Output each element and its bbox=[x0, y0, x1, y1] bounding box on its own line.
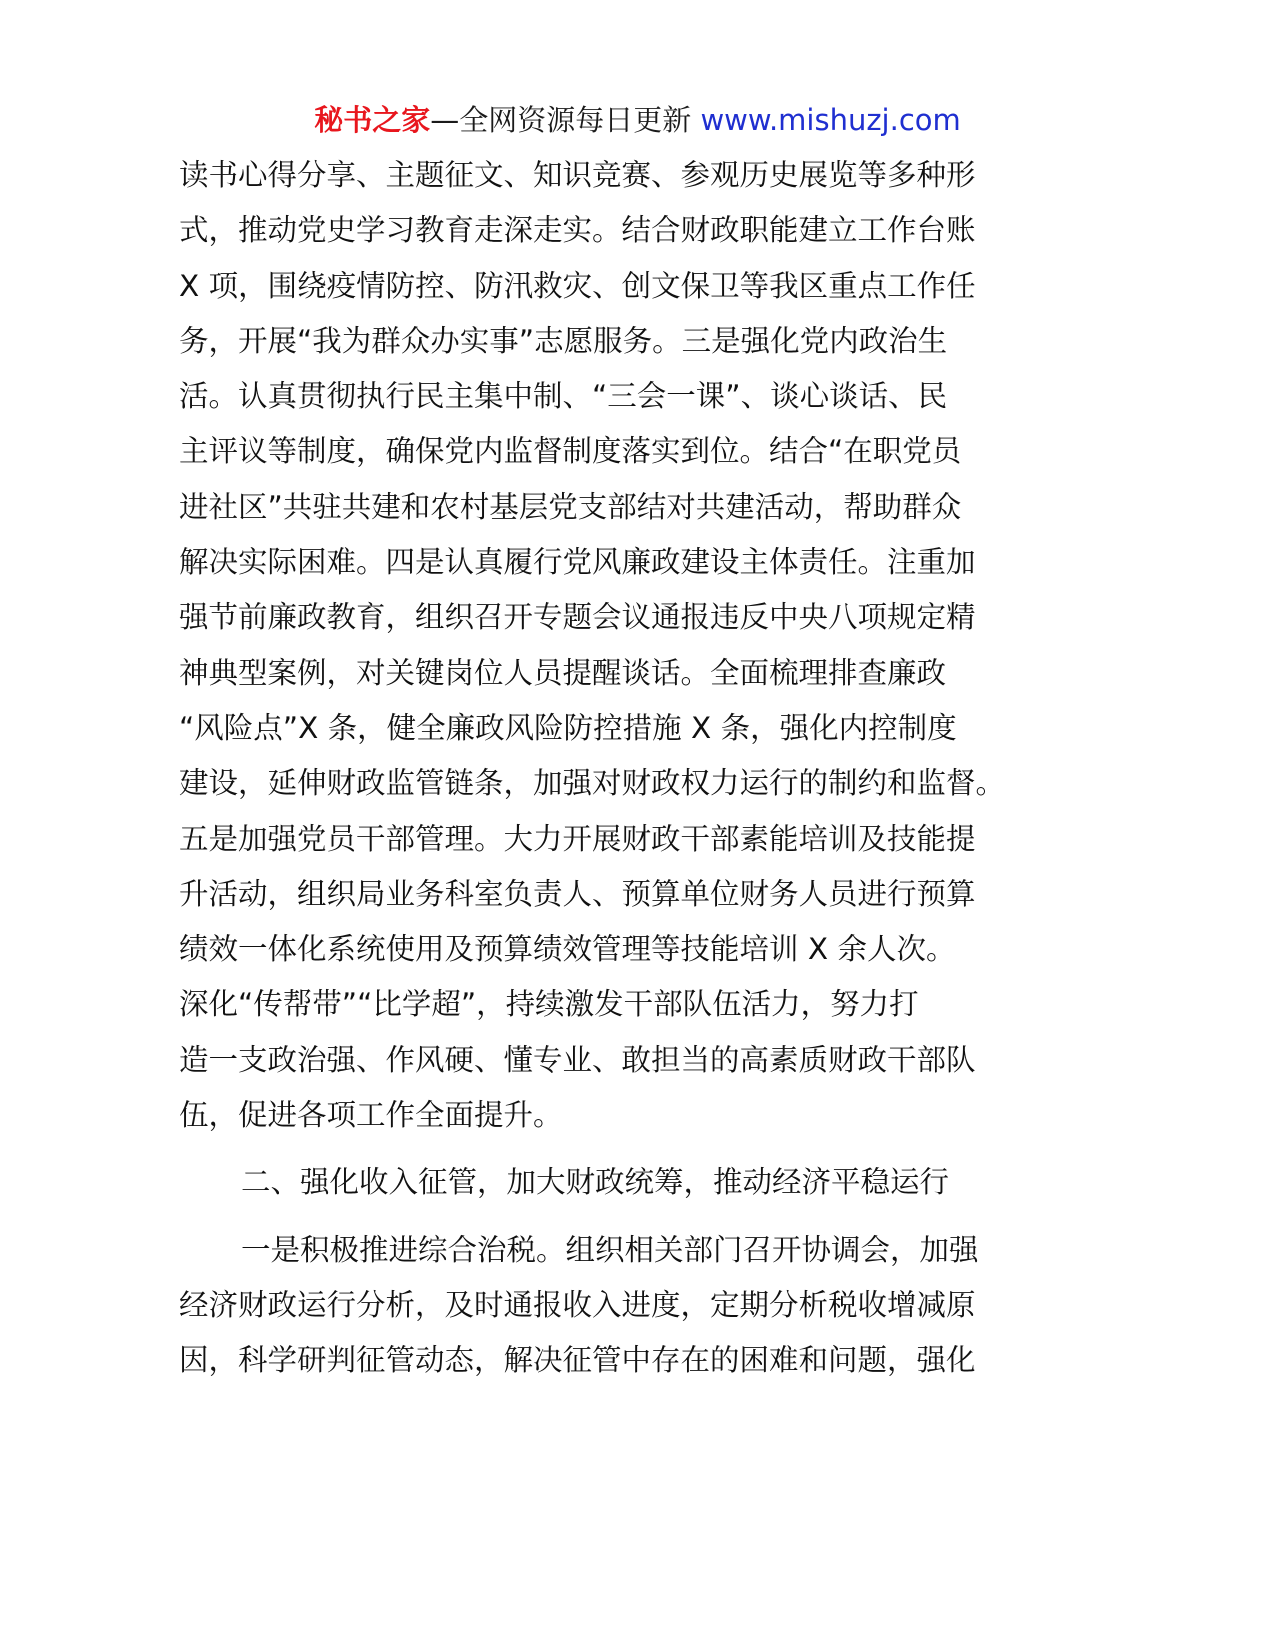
body-line: 强节前廉政教育，组织召开专题会议通报违反中央八项规定精 bbox=[179, 600, 976, 635]
body-line: 务，开展“我为群众办实事”志愿服务。三是强化党内政治生 bbox=[179, 323, 948, 358]
site-url-link[interactable]: www.mishuzj.com bbox=[700, 103, 961, 137]
body-line: 读书心得分享、主题征文、知识竞赛、参观历史展览等多种形 bbox=[179, 158, 976, 192]
body-line: 进社区”共驻共建和农村基层党支部结对共建活动，帮助群众 bbox=[179, 489, 962, 524]
section-line: 一是积极推进综合治税。组织相关部门召开协调会，加强 bbox=[241, 1232, 979, 1267]
section-heading: 二、强化收入征管，加大财政统筹，推动经济平稳运行 bbox=[241, 1165, 950, 1200]
body-line: 升活动，组织局业务科室负责人、预算单位财务人员进行预算 bbox=[179, 876, 976, 911]
body-line: 主评议等制度，确保党内监督制度落实到位。结合“在职党员 bbox=[179, 434, 962, 469]
body-line: 绩效一体化系统使用及预算绩效管理等技能培训 X 余人次。 bbox=[179, 932, 956, 967]
document-body bbox=[179, 148, 1051, 1389]
section-line: 因，科学研判征管动态，解决征管中存在的困难和问题，强化 bbox=[179, 1343, 976, 1378]
body-line: X 项，围绕疫情防控、防汛救灾、创文保卫等我区重点工作任 bbox=[179, 268, 976, 303]
brand-name: 秘书之家 bbox=[314, 103, 431, 137]
body-line: 深化“传帮带”“比学超”，持续激发干部队伍活力，努力打 bbox=[179, 987, 919, 1022]
body-line: 式，推动党史学习教育走深走实。结合财政职能建立工作台账 bbox=[179, 213, 976, 248]
body-line: 活。认真贯彻执行民主集中制、“三会一课”、谈心谈话、民 bbox=[179, 379, 948, 414]
body-line: 伍，促进各项工作全面提升。 bbox=[179, 1098, 563, 1133]
header-tagline: —全网资源每日更新 bbox=[430, 103, 701, 137]
body-line: “风险点”X 条，健全廉政风险防控措施 X 条，强化内控制度 bbox=[179, 710, 957, 745]
body-line: 造一支政治强、作风硬、懂专业、敢担当的高素质财政干部队 bbox=[179, 1042, 976, 1077]
section-line: 经济财政运行分析，及时通报收入进度，定期分析税收增减原 bbox=[179, 1287, 976, 1322]
body-line: 五是加强党员干部管理。大力开展财政干部素能培训及技能提 bbox=[179, 821, 976, 856]
site-header bbox=[0, 100, 1275, 140]
body-line: 解决实际困难。四是认真履行党风廉政建设主体责任。注重加 bbox=[179, 545, 976, 580]
body-line: 建设，延伸财政监管链条，加强对财政权力运行的制约和监督。 bbox=[179, 766, 1006, 801]
body-line: 神典型案例，对关键岗位人员提醒谈话。全面梳理排查廉政 bbox=[179, 655, 947, 690]
